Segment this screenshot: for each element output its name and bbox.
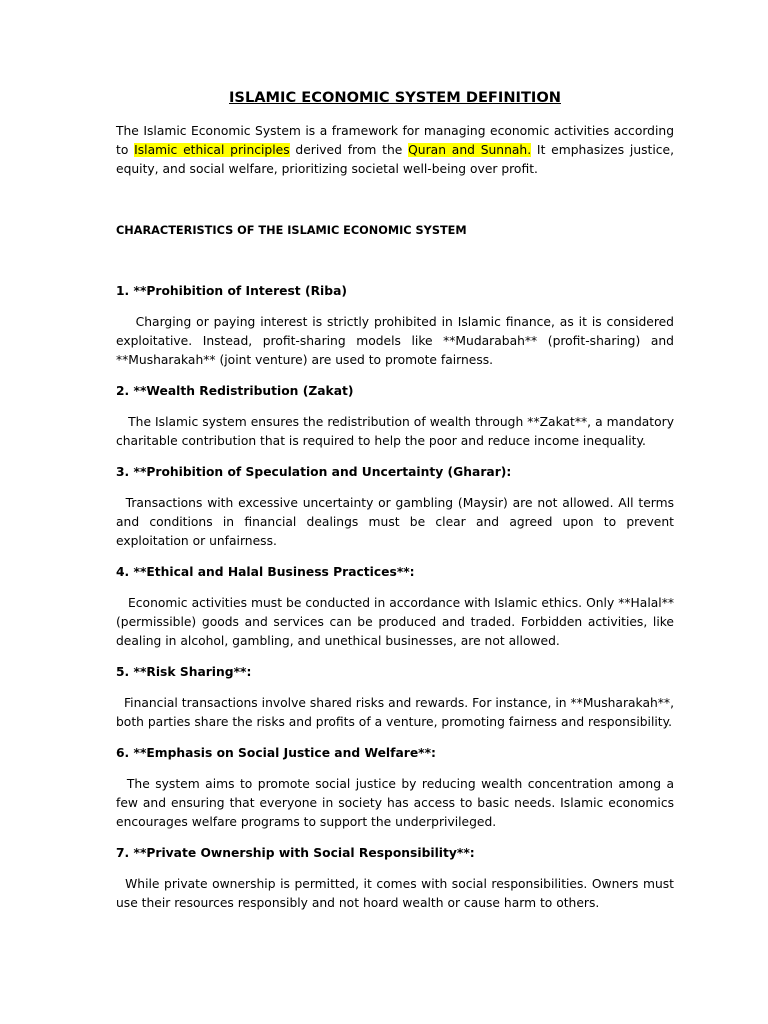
item-indent xyxy=(116,777,127,791)
item-body-text: Financial transactions involve shared risks and rewards. For instance, in **Musharakah**, both parties share the risks and profits of a venture, promoting fairness and responsibility. xyxy=(116,696,674,729)
item-body-text: Economic activities must be conducted in accordance with Islamic ethics. Only **Halal** (permissible) goods and services can be produced and traded. Forbidden activities, like dealing in alcohol, gambling, and unethical businesses, are not allowed. xyxy=(116,596,674,648)
item-indent xyxy=(116,415,128,429)
item-heading-riba: 1. **Prohibition of Interest (Riba) xyxy=(116,284,347,298)
item-body-text: While private ownership is permitted, it comes with social responsibilities. Owners must use their resources responsibly and not hoard wealth or cause harm to others. xyxy=(116,877,674,910)
highlight-quran-and-sunnah: Quran and Sunnah. xyxy=(408,143,532,157)
item-indent xyxy=(116,315,136,329)
item-indent xyxy=(116,696,124,710)
item-body-social-justice xyxy=(116,775,674,832)
item-body-riba xyxy=(116,313,674,370)
item-indent xyxy=(116,596,128,610)
document-content xyxy=(116,88,674,925)
item-heading-risk-sharing: 5. **Risk Sharing**: xyxy=(116,665,252,679)
item-indent xyxy=(116,877,125,891)
item-heading-halal: 4. **Ethical and Halal Business Practices**: xyxy=(116,565,415,579)
item-body-text: The system aims to promote social justice by reducing wealth concentration among a few and ensuring that everyone in society has access to basic needs. Islamic economics encourages welfare programs to support the underprivileged. xyxy=(116,777,674,829)
intro-text-2: derived from the xyxy=(289,143,409,157)
item-heading-gharar: 3. **Prohibition of Speculation and Uncertainty (Gharar): xyxy=(116,465,512,479)
highlight-islamic-ethical-principles: Islamic ethical principles xyxy=(134,143,290,157)
intro-text-3: It emphasizes justice, equity, and social welfare, prioritizing societal well-being over profit. xyxy=(116,143,674,176)
item-body-risk-sharing xyxy=(116,694,674,732)
item-body-private-ownership xyxy=(116,875,674,913)
item-indent xyxy=(116,496,126,510)
item-body-gharar xyxy=(116,494,674,551)
item-body-text: The Islamic system ensures the redistribution of wealth through **Zakat**, a mandatory charitable contribution that is required to help the poor and reduce income inequality. xyxy=(116,415,674,448)
item-heading-zakat: 2. **Wealth Redistribution (Zakat) xyxy=(116,384,354,398)
item-heading-social-justice: 6. **Emphasis on Social Justice and Welfare**: xyxy=(116,746,436,760)
item-body-zakat xyxy=(116,413,674,451)
section-heading-characteristics: CHARACTERISTICS OF THE ISLAMIC ECONOMIC SYSTEM xyxy=(116,224,467,237)
intro-paragraph xyxy=(116,122,674,179)
document-title: ISLAMIC ECONOMIC SYSTEM DEFINITION xyxy=(229,89,561,106)
item-body-text: Charging or paying interest is strictly prohibited in Islamic finance, as it is considered exploitative. Instead, profit-sharing models like **Mudarabah** (profit-sharing) and **Musharakah** (joint venture) are used to promote fairness. xyxy=(116,315,674,367)
intro-text-1: The Islamic Economic System is a framework for managing economic activities according to xyxy=(116,124,674,157)
item-body-halal xyxy=(116,594,674,651)
item-body-text: Transactions with excessive uncertainty or gambling (Maysir) are not allowed. All terms and conditions in financial dealings must be clear and agreed upon to prevent exploitation or unfairness. xyxy=(116,496,674,548)
item-heading-private-ownership: 7. **Private Ownership with Social Responsibility**: xyxy=(116,846,475,860)
